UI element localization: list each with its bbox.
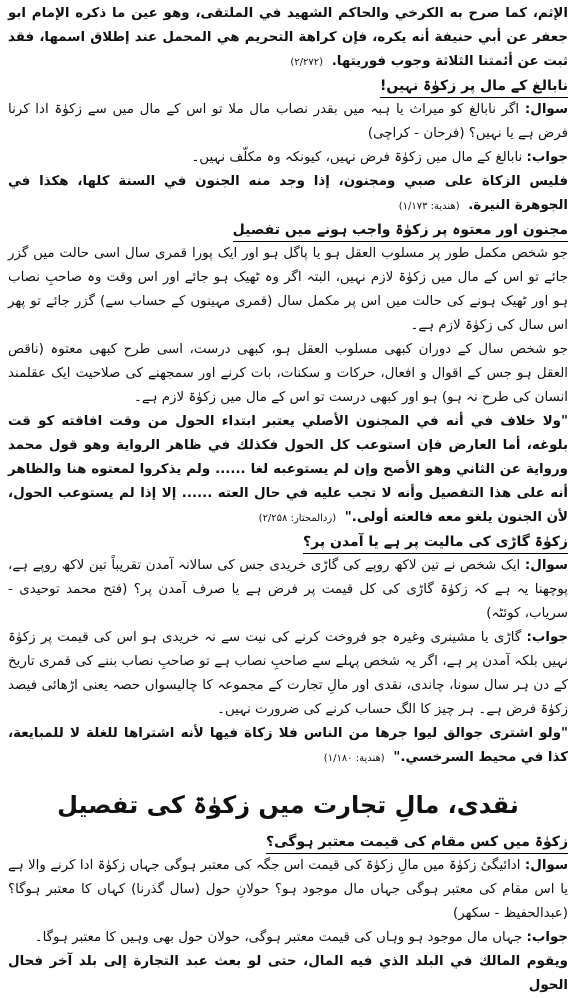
question-text: ایک شخص نے تین لاکھ روپے کی گاڑی خریدی جس کی سالانہ آمدن تقریباً تین لاکھ روپے ہے، پوچھنا یہ ہے کہ زکوٰۃ گاڑی کی کل قیمت پر فرض ہے یا صرف آمدن پر؟ <box>8 558 568 597</box>
section-heading: نابالغ کے مال پر زکوٰۃ نہیں! <box>380 75 568 98</box>
answer-2 <box>8 626 568 722</box>
arabic-text: ويقوم المالك في البلد الذي فيه المال، حتى لو بعث عبد التجارة إلى بلد آخر فحال الحول <box>8 954 568 993</box>
question-label: سوال: <box>524 102 568 117</box>
arabic-quote-4 <box>8 722 568 771</box>
arabic-quote-1 <box>8 2 568 75</box>
answer-text: نابالغ کے مال میں زکوٰۃ فرض نہیں، کیونکہ وہ مکلّف نہیں۔ <box>191 150 523 165</box>
answer-label: جواب: <box>526 630 568 645</box>
section-heading: زکوٰۃ میں کس مقام کی قیمت معتبر ہوگی؟ <box>266 831 568 854</box>
reference: (ردالمحتار: ۲/۲۵۸) <box>258 513 337 524</box>
arabic-text: الإثم، كما صرح به الكرخي والحاكم الشهيد في الملتقى، وهو عين ما ذكره الإمام ابو جعفر عن أبي حنيفة أنه يكره، فإن كراهة التحريم هي المحمل عند إطلاق اسمها، فقد ثبت عن أئمتنا الثلاثة وجوب فوريتها. <box>8 6 568 69</box>
asker: (عبدالحفیظ - سکھر) <box>453 906 568 921</box>
answer-1 <box>8 146 568 170</box>
reference: (۲/۲۷۲) <box>290 57 324 68</box>
question-2 <box>8 554 568 626</box>
answer-3 <box>8 926 568 950</box>
arabic-quote-3 <box>8 410 568 531</box>
question-text: اگر نابالغ کو میراث یا ہبہ میں بقدر نصاب مال ملا تو اس کے مال میں سے زکوٰۃ ادا کرنا فرض ہے یا نہیں؟ <box>8 102 568 141</box>
question-label: سوال: <box>524 558 568 573</box>
arabic-quote-5 <box>8 950 568 998</box>
answer-text: گاڑی یا مشینری وغیرہ جو فروخت کرنے کی نیت سے نہ خریدی ہو اس کی قیمت پر زکوٰۃ نہیں بلکہ آمدن پر ہے، اگر یہ شخص پہلے سے صاحبِ نصاب ہے تو صاحبِ نصاب بننے کی قمری تاریخ کے دن ہر سال سونا، چاندی، نقدی اور مالِ تجارت کے مجموعہ کا چالیسواں حصہ یعنی اڑھائی فیصد زکوٰۃ فرض ہے۔ ہر چیز کا الگ حساب کرنے کی ضرورت نہیں۔ <box>8 630 568 717</box>
asker: (فتح محمد توحیدی - سریاب، کوئٹہ) <box>8 582 568 621</box>
section-heading: زکوٰۃ گاڑی کی مالیت پر ہے یا آمدن پر؟ <box>303 531 568 554</box>
chapter-title: نقدی، مالِ تجارت میں زکوٰۃ کی تفصیل <box>57 791 519 819</box>
answer-label: جواب: <box>526 150 568 165</box>
arabic-text: "ولا خلاف في أنه في المجنون الأصلي يعتبر ابتداء الحول من وقت افاقته كو قت بلوغه، أما العارض فإن استوعب كل الحول فكذلك في ظاهر الرواية وهو قول محمد ورواية عن الثاني وهو الأصح وإن لم يستوعبه لغا ...... ولم يذكروا لمعتوه هنا والظاهر أنه على هذا التفصيل وأنه لا تجب عليه في حال العته ...... إلا إذا لم يستوعب الحول، لأن الجنون يلغو معه فالعته أولى." <box>8 414 568 525</box>
question-label: سوال: <box>524 858 568 873</box>
arabic-quote-2 <box>8 170 568 219</box>
question-3 <box>8 854 568 926</box>
arabic-text: "ولو اشترى جوالق ليوا جرها من الناس فلا زكاة فيها لأنه اشتراها للغلة لا للمبايعة، كذا في محيط السرخسي." <box>8 726 568 765</box>
answer-label: جواب: <box>526 930 568 945</box>
reference: (هندية: ۱/۱۸۰) <box>323 753 385 764</box>
reference: (هندية: ۱/۱۷۳) <box>398 201 460 212</box>
arabic-text: فليس الزكاة على صبي ومجنون، إذا وجد منه الجنون في السنة كلها، هكذا في الجوهرة النيرة. <box>8 174 568 213</box>
paragraph: جو شخص سال کے دوران کبھی مسلوب العقل ہو، کبھی درست، اسی طرح کبھی معتوہ (ناقص العقل ہو جس کے اقوال و افعال، حرکات و سکنات، بات کرنے اور سمجھنے کی صلاحیت ایک عقلمند انسان کی طرح نہ ہو) ہو اور کبھی درست تو اس کے مال میں زکوٰۃ لازم ہے۔ <box>8 342 568 405</box>
paragraph: جو شخص مکمل طور پر مسلوب العقل ہو یا پاگل ہو اور ایک پورا قمری سال اسی حالت میں گزر جائے تو اس کے مال میں زکوٰۃ لازم نہیں، البتہ اگر وہ ٹھیک ہو جائے اور اس وقت وہ صاحبِ نصاب ہو اور ٹھیک ہونے کی حالت میں اس پر مکمل سال (قمری مہینوں کے حساب سے) گزر جائے تو پھر اس سال کی زکوٰۃ لازم ہے۔ <box>8 246 568 333</box>
question-1 <box>8 98 568 146</box>
asker: (فرحان - کراچی) <box>367 126 465 141</box>
section-heading: مجنون اور معتوہ پر زکوٰۃ واجب ہونے میں تفصیل <box>233 219 568 242</box>
answer-text: جہاں مال موجود ہو وہاں کی قیمت معتبر ہوگی، حولان حول بھی وہیں کا معتبر ہوگا۔ <box>34 930 523 945</box>
question-text: ادائیگیٔ زکوٰۃ میں مالِ زکوٰۃ کی قیمت اس جگہ کی معتبر ہوگی جہاں زکوٰۃ ادا کرنے والا ہے یا اس مقام کی معتبر ہوگی جہاں مال موجود ہو؟ حولانِ حول (سال گذرنا) کہاں کا معتبر ہوگا؟ <box>8 858 568 897</box>
